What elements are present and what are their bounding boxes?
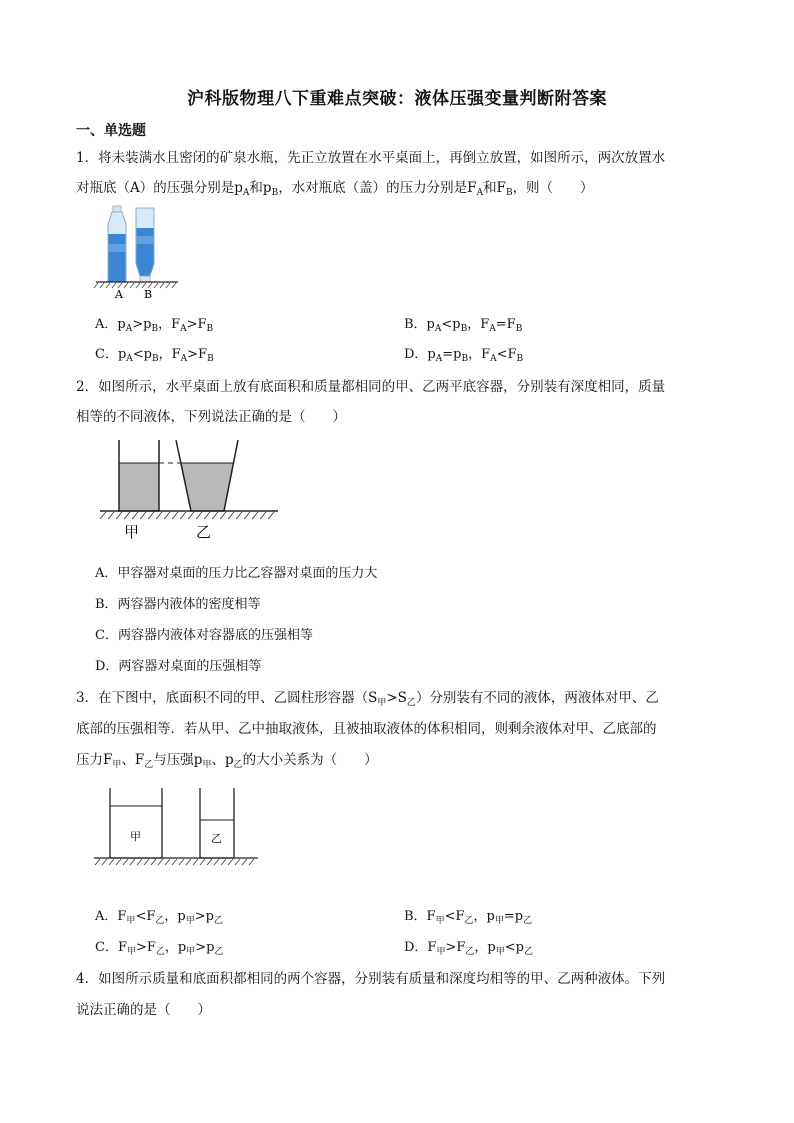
q2-stem-line2: 相等的不同液体，下列说法正确的是（ ） — [76, 409, 346, 425]
q4-stem-line1: 4．如图所示质量和底面积都相同的两个容器，分别装有质量和深度均相等的甲、乙两种液体。下列 — [76, 971, 666, 987]
cylinder-yi-icon — [200, 788, 234, 858]
q1-bottles-figure — [92, 204, 182, 300]
q1-fig-label-a: A — [115, 288, 123, 300]
q1-fig-label-b: B — [144, 288, 153, 300]
q2-fig-label-a: 甲 — [124, 523, 140, 541]
q3-option-c[interactable]: C．$F_甲>F_乙$，$p_甲>p_乙$ — [95, 940, 224, 957]
q2-option-b[interactable]: B．两容器内液体的密度相等 — [95, 597, 261, 612]
q3-cylinders-figure — [92, 786, 262, 868]
q2-option-c[interactable]: C．两容器内液体对容器底的压强相等 — [95, 628, 313, 643]
q3-stem-line3: 压力$F_甲$、$F_乙$与压强$p_甲$、$p_乙$的大小关系为（ ） — [76, 752, 378, 770]
q2-option-d[interactable]: D．两容器对桌面的压强相等 — [95, 659, 262, 674]
q1-option-d[interactable]: D．$p_A=p_B$，$F_A<F_B$ — [404, 347, 524, 364]
q3-option-b[interactable]: B．$F_甲<F_乙$，$p_甲=p_乙$ — [404, 909, 533, 926]
q1-option-b[interactable]: B．$p_A<p_B$，$F_A=F_B$ — [404, 317, 523, 334]
q2-containers-figure — [96, 436, 282, 546]
q2-fig-label-b: 乙 — [196, 523, 212, 541]
q1-stem-line2: 对瓶底（A）的压强分别是$p_A$和$p_B$，水对瓶底（盖）的压力分别是$F_A$和$F_B$，则（ ） — [76, 180, 594, 198]
q1-option-c[interactable]: C．$p_A<p_B$，$F_A>F_B$ — [95, 347, 214, 364]
q2-option-a[interactable]: A．甲容器对桌面的压力比乙容器对桌面的压力大 — [95, 566, 378, 581]
q1-option-a[interactable]: A．$p_A>p_B$，$F_A>F_B$ — [95, 317, 214, 334]
q3-option-d[interactable]: D．$F_甲>F_乙$，$p_甲<p_乙$ — [404, 940, 533, 957]
q1-stem-line1: 1．将未装满水且密闭的矿泉水瓶，先正立放置在水平桌面上，再倒立放置，如图所示，两次放置水 — [76, 150, 666, 166]
q3-option-a[interactable]: A．$F_甲<F_乙$，$p_甲>p_乙$ — [95, 909, 223, 926]
q3-fig-label-a: 甲 — [130, 830, 141, 843]
bottle-upright-icon — [108, 206, 126, 282]
q2-stem-line1: 2．如图所示，水平桌面上放有底面积和质量都相同的甲、乙两平底容器，分别装有深度相同，质量 — [76, 379, 666, 395]
q3-stem-line1: 3．在下图中，底面积不同的甲、乙圆柱形容器$(S_甲>S_乙)$分别装有不同的液体，两液体对甲、乙 — [76, 690, 659, 708]
section-heading: 一、单选题 — [76, 123, 146, 139]
q3-stem-line2: 底部的压强相等．若从甲、乙中抽取液体，且被抽取液体的体积相同，则剩余液体对甲、乙底部的 — [76, 721, 657, 737]
cylinder-jia-icon — [110, 788, 162, 858]
bottle-inverted-icon — [136, 208, 154, 282]
q3-fig-label-b: 乙 — [211, 832, 222, 845]
page-title: 沪科版物理八下重难点突破：液体压强变量判断附答案 — [187, 89, 607, 109]
q4-stem-line2: 说法正确的是（ ） — [76, 1002, 211, 1018]
container-yi-icon — [176, 440, 238, 511]
container-jia-icon — [119, 440, 159, 511]
